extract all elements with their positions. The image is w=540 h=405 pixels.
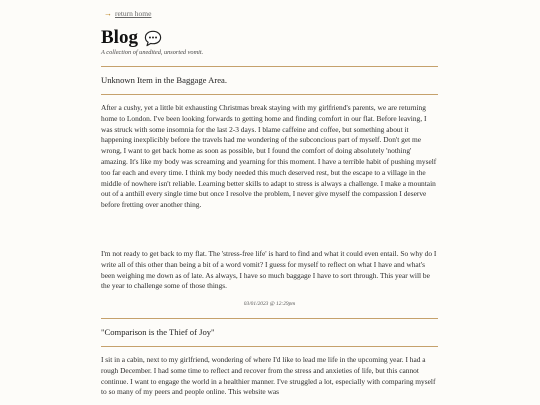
post-paragraph: After a cushy, yet a little bit exhausting Christmas break staying with my girlfriend's parents, we are returning home to London. I've been looking forwards to getting home and finding comfort in our flat. Before leaving, I was struck with some insomnia for the last 2-3 days. I blame caffeine and coffee, but something about it happening inexplicibly before the travels had me wondering of the subconcious part of myself. Don't get me wrong, I want to get back home as soon as possible, but I found the comfort of doing absolutely 'nothing' amazing. It's like my body was screaming and yearning for this moment. I have a terrible habit of pushing myself too far each and every time. I think my body needed this much deserved rest, but the escape to a village in the middle of nowhere isn't reliable. Learning better skills to adapt to stress is always a challenge. I make a mountain out of a anthill every single time but once I resolve the problem, I never give myself the compassion I deserve before fretting over another thing. xyxy=(101,103,437,210)
post-paragraph: I'm not ready to get back to my flat. The 'stress-free life' is hard to find and what it could even entail. So why do I write all of this other than being a bit of a word vomit? I guess for myself to reflect on what I have and what's been weighing me down as of late. As always, I have so much baggage I have to sort through. This year will be the year to challenge some of those things. xyxy=(101,249,437,291)
return-home-label: return home xyxy=(115,9,152,18)
arrow-right-icon: → xyxy=(104,9,112,18)
divider xyxy=(101,94,438,95)
divider xyxy=(101,346,438,347)
speech-bubble-icon xyxy=(144,30,162,47)
post-paragraph: I sit in a cabin, next to my girlfriend, wondering of where I'd like to lead me life in the upcoming year. I had a rough December. I had some time to reflect and recover from the stress and anxieties of life, but this cannot continue. I want to engage the world in a healthier manner. I've struggled a lot, especially with comparing myself to so many of my peers and people online. This website was xyxy=(101,355,436,397)
post-title: Unknown Item in the Baggage Area. xyxy=(101,75,228,85)
post-title: "Comparison is the Thief of Joy" xyxy=(101,327,215,337)
page-subtitle: A collection of unedited, unsorted vomit. xyxy=(101,49,204,56)
divider xyxy=(101,318,438,319)
return-home-link[interactable] xyxy=(104,9,151,18)
page-header xyxy=(101,27,162,49)
post-timestamp: 03/01/2023 @ 12:29pm xyxy=(243,301,296,307)
page-title: Blog xyxy=(101,27,138,48)
divider xyxy=(101,66,438,67)
